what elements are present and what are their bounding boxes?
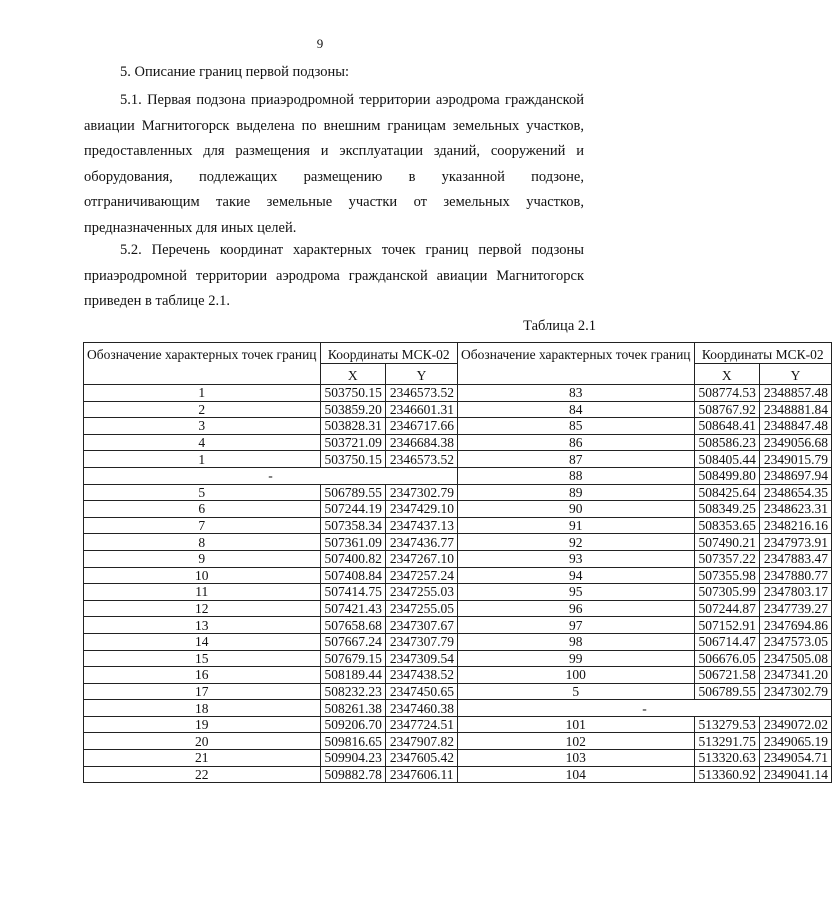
header-point-right: Обозначение характерных точек границ <box>458 343 695 385</box>
point-number-cell: 22 <box>84 766 321 783</box>
x-coordinate-cell: 508648.41 <box>694 418 759 435</box>
header-coords-left: Координаты МСК-02 <box>320 343 458 364</box>
point-number-cell: 7 <box>84 517 321 534</box>
x-coordinate-cell: 509904.23 <box>320 750 385 767</box>
point-number-cell: 102 <box>458 733 695 750</box>
point-number-cell: 89 <box>458 484 695 501</box>
point-number-cell: 91 <box>458 517 695 534</box>
x-coordinate-cell: 507667.24 <box>320 633 385 650</box>
y-coordinate-cell: 2347255.03 <box>385 584 457 601</box>
table-row <box>84 600 832 617</box>
table-row <box>84 501 832 518</box>
y-coordinate-cell: 2347438.52 <box>385 667 457 684</box>
y-coordinate-cell: 2349065.19 <box>759 733 831 750</box>
y-coordinate-cell: 2348847.48 <box>759 418 831 435</box>
point-number-cell: 18 <box>84 700 321 717</box>
table-row <box>84 418 832 435</box>
y-coordinate-cell: 2347257.24 <box>385 567 457 584</box>
x-coordinate-cell: 507355.98 <box>694 567 759 584</box>
y-coordinate-cell: 2347255.05 <box>385 600 457 617</box>
table-row <box>84 467 832 484</box>
x-coordinate-cell: 507361.09 <box>320 534 385 551</box>
table-row <box>84 434 832 451</box>
point-number-cell: 4 <box>84 434 321 451</box>
table-row <box>84 633 832 650</box>
y-coordinate-cell: 2347302.79 <box>759 683 831 700</box>
point-number-cell: 5 <box>458 683 695 700</box>
y-coordinate-cell: 2347606.11 <box>385 766 457 783</box>
x-coordinate-cell: 513320.63 <box>694 750 759 767</box>
header-y-right: Y <box>759 364 831 385</box>
y-coordinate-cell: 2347883.47 <box>759 550 831 567</box>
y-coordinate-cell: 2347267.10 <box>385 550 457 567</box>
table-row <box>84 766 832 783</box>
point-number-cell: 90 <box>458 501 695 518</box>
x-coordinate-cell: 506714.47 <box>694 633 759 650</box>
table-row <box>84 584 832 601</box>
x-coordinate-cell: 503750.15 <box>320 451 385 468</box>
point-number-cell: 97 <box>458 617 695 634</box>
x-coordinate-cell: 508349.25 <box>694 501 759 518</box>
x-coordinate-cell: 507658.68 <box>320 617 385 634</box>
x-coordinate-cell: 508425.64 <box>694 484 759 501</box>
y-coordinate-cell: 2347307.67 <box>385 617 457 634</box>
point-number-cell: 88 <box>458 467 695 484</box>
point-number-cell: 86 <box>458 434 695 451</box>
y-coordinate-cell: 2347880.77 <box>759 567 831 584</box>
x-coordinate-cell: 509206.70 <box>320 716 385 733</box>
point-number-cell: 6 <box>84 501 321 518</box>
y-coordinate-cell: 2348216.16 <box>759 517 831 534</box>
point-number-cell: 9 <box>84 550 321 567</box>
y-coordinate-cell: 2347803.17 <box>759 584 831 601</box>
x-coordinate-cell: 508261.38 <box>320 700 385 717</box>
table-row <box>84 667 832 684</box>
y-coordinate-cell: 2347573.05 <box>759 633 831 650</box>
y-coordinate-cell: 2346684.38 <box>385 434 457 451</box>
y-coordinate-cell: 2348654.35 <box>759 484 831 501</box>
x-coordinate-cell: 508232.23 <box>320 683 385 700</box>
y-coordinate-cell: 2347694.86 <box>759 617 831 634</box>
point-number-cell: 87 <box>458 451 695 468</box>
table-row <box>84 683 832 700</box>
y-coordinate-cell: 2349041.14 <box>759 766 831 783</box>
coordinates-table <box>83 342 832 783</box>
x-coordinate-cell: 513279.53 <box>694 716 759 733</box>
point-number-cell: 83 <box>458 385 695 402</box>
y-coordinate-cell: 2348697.94 <box>759 467 831 484</box>
x-coordinate-cell: 503750.15 <box>320 385 385 402</box>
x-coordinate-cell: 507244.87 <box>694 600 759 617</box>
x-coordinate-cell: 513360.92 <box>694 766 759 783</box>
y-coordinate-cell: 2347429.10 <box>385 501 457 518</box>
x-coordinate-cell: 506676.05 <box>694 650 759 667</box>
x-coordinate-cell: 503828.31 <box>320 418 385 435</box>
separator-cell: - <box>458 700 832 717</box>
x-coordinate-cell: 508586.23 <box>694 434 759 451</box>
y-coordinate-cell: 2347302.79 <box>385 484 457 501</box>
point-number-cell: 101 <box>458 716 695 733</box>
table-row <box>84 733 832 750</box>
table-row <box>84 517 832 534</box>
table-row <box>84 484 832 501</box>
y-coordinate-cell: 2347436.77 <box>385 534 457 551</box>
x-coordinate-cell: 508189.44 <box>320 667 385 684</box>
y-coordinate-cell: 2347907.82 <box>385 733 457 750</box>
y-coordinate-cell: 2346573.52 <box>385 385 457 402</box>
x-coordinate-cell: 507244.19 <box>320 501 385 518</box>
y-coordinate-cell: 2348623.31 <box>759 501 831 518</box>
table-row <box>84 617 832 634</box>
x-coordinate-cell: 507305.99 <box>694 584 759 601</box>
table-row <box>84 750 832 767</box>
header-point-left: Обозначение характерных точек границ <box>84 343 321 385</box>
point-number-cell: 92 <box>458 534 695 551</box>
y-coordinate-cell: 2346717.66 <box>385 418 457 435</box>
point-number-cell: 10 <box>84 567 321 584</box>
table-row <box>84 650 832 667</box>
y-coordinate-cell: 2347973.91 <box>759 534 831 551</box>
point-number-cell: 84 <box>458 401 695 418</box>
point-number-cell: 12 <box>84 600 321 617</box>
table-row <box>84 550 832 567</box>
y-coordinate-cell: 2347605.42 <box>385 750 457 767</box>
point-number-cell: 21 <box>84 750 321 767</box>
header-x-left: X <box>320 364 385 385</box>
x-coordinate-cell: 503859.20 <box>320 401 385 418</box>
point-number-cell: 14 <box>84 633 321 650</box>
point-number-cell: 17 <box>84 683 321 700</box>
y-coordinate-cell: 2348857.48 <box>759 385 831 402</box>
point-number-cell: 94 <box>458 567 695 584</box>
x-coordinate-cell: 509816.65 <box>320 733 385 750</box>
point-number-cell: 96 <box>458 600 695 617</box>
x-coordinate-cell: 507152.91 <box>694 617 759 634</box>
table-caption: Таблица 2.1 <box>523 318 596 334</box>
y-coordinate-cell: 2349056.68 <box>759 434 831 451</box>
x-coordinate-cell: 507414.75 <box>320 584 385 601</box>
x-coordinate-cell: 507679.15 <box>320 650 385 667</box>
table-row <box>84 401 832 418</box>
point-number-cell: 8 <box>84 534 321 551</box>
y-coordinate-cell: 2346601.31 <box>385 401 457 418</box>
page-number: 9 <box>316 36 324 51</box>
point-number-cell: 2 <box>84 401 321 418</box>
y-coordinate-cell: 2347341.20 <box>759 667 831 684</box>
point-number-cell: 85 <box>458 418 695 435</box>
y-coordinate-cell: 2347460.38 <box>385 700 457 717</box>
point-number-cell: 100 <box>458 667 695 684</box>
header-coords-right: Координаты МСК-02 <box>694 343 832 364</box>
y-coordinate-cell: 2346573.52 <box>385 451 457 468</box>
y-coordinate-cell: 2347307.79 <box>385 633 457 650</box>
separator-cell: - <box>84 467 458 484</box>
x-coordinate-cell: 506789.55 <box>320 484 385 501</box>
point-number-cell: 1 <box>84 451 321 468</box>
header-x-right: X <box>694 364 759 385</box>
point-number-cell: 15 <box>84 650 321 667</box>
x-coordinate-cell: 513291.75 <box>694 733 759 750</box>
point-number-cell: 103 <box>458 750 695 767</box>
coordinates-table-body <box>84 385 832 783</box>
point-number-cell: 5 <box>84 484 321 501</box>
x-coordinate-cell: 507421.43 <box>320 600 385 617</box>
header-y-left: Y <box>385 364 457 385</box>
table-row <box>84 385 832 402</box>
table-row <box>84 534 832 551</box>
y-coordinate-cell: 2347309.54 <box>385 650 457 667</box>
section-heading: 5. Описание границ первой подзоны: <box>120 64 350 80</box>
x-coordinate-cell: 507408.84 <box>320 567 385 584</box>
table-row <box>84 567 832 584</box>
point-number-cell: 19 <box>84 716 321 733</box>
x-coordinate-cell: 507358.34 <box>320 517 385 534</box>
x-coordinate-cell: 507357.22 <box>694 550 759 567</box>
y-coordinate-cell: 2347724.51 <box>385 716 457 733</box>
point-number-cell: 104 <box>458 766 695 783</box>
x-coordinate-cell: 508353.65 <box>694 517 759 534</box>
table-row <box>84 700 832 717</box>
y-coordinate-cell: 2347739.27 <box>759 600 831 617</box>
x-coordinate-cell: 508499.80 <box>694 467 759 484</box>
point-number-cell: 93 <box>458 550 695 567</box>
x-coordinate-cell: 506721.58 <box>694 667 759 684</box>
y-coordinate-cell: 2347450.65 <box>385 683 457 700</box>
point-number-cell: 3 <box>84 418 321 435</box>
y-coordinate-cell: 2347505.08 <box>759 650 831 667</box>
x-coordinate-cell: 507400.82 <box>320 550 385 567</box>
point-number-cell: 1 <box>84 385 321 402</box>
x-coordinate-cell: 508405.44 <box>694 451 759 468</box>
y-coordinate-cell: 2348881.84 <box>759 401 831 418</box>
x-coordinate-cell: 508767.92 <box>694 401 759 418</box>
x-coordinate-cell: 508774.53 <box>694 385 759 402</box>
y-coordinate-cell: 2349015.79 <box>759 451 831 468</box>
paragraph-5-2: 5.2. Перечень координат характерных точек границ первой подзоны приаэродромной территории аэродрома гражданской авиации Магнитогорск приведен в таблице 2.1. <box>84 242 584 309</box>
y-coordinate-cell: 2349072.02 <box>759 716 831 733</box>
y-coordinate-cell: 2347437.13 <box>385 517 457 534</box>
point-number-cell: 99 <box>458 650 695 667</box>
paragraph-5-1: 5.1. Первая подзона приаэродромной территории аэродрома гражданской авиации Магнитогорск выделена по внешним границам земельных участков, предоставленных для размещения и эксплуатации зданий, сооружений и оборудования, подлежащих размещению в указанной подзоне, отграничивающим такие земельные участки от земельных участков, предназначенных для иных целей. <box>84 92 584 236</box>
point-number-cell: 13 <box>84 617 321 634</box>
table-row <box>84 451 832 468</box>
table-row <box>84 716 832 733</box>
x-coordinate-cell: 507490.21 <box>694 534 759 551</box>
x-coordinate-cell: 503721.09 <box>320 434 385 451</box>
point-number-cell: 95 <box>458 584 695 601</box>
x-coordinate-cell: 509882.78 <box>320 766 385 783</box>
point-number-cell: 98 <box>458 633 695 650</box>
point-number-cell: 11 <box>84 584 321 601</box>
point-number-cell: 20 <box>84 733 321 750</box>
y-coordinate-cell: 2349054.71 <box>759 750 831 767</box>
point-number-cell: 16 <box>84 667 321 684</box>
x-coordinate-cell: 506789.55 <box>694 683 759 700</box>
